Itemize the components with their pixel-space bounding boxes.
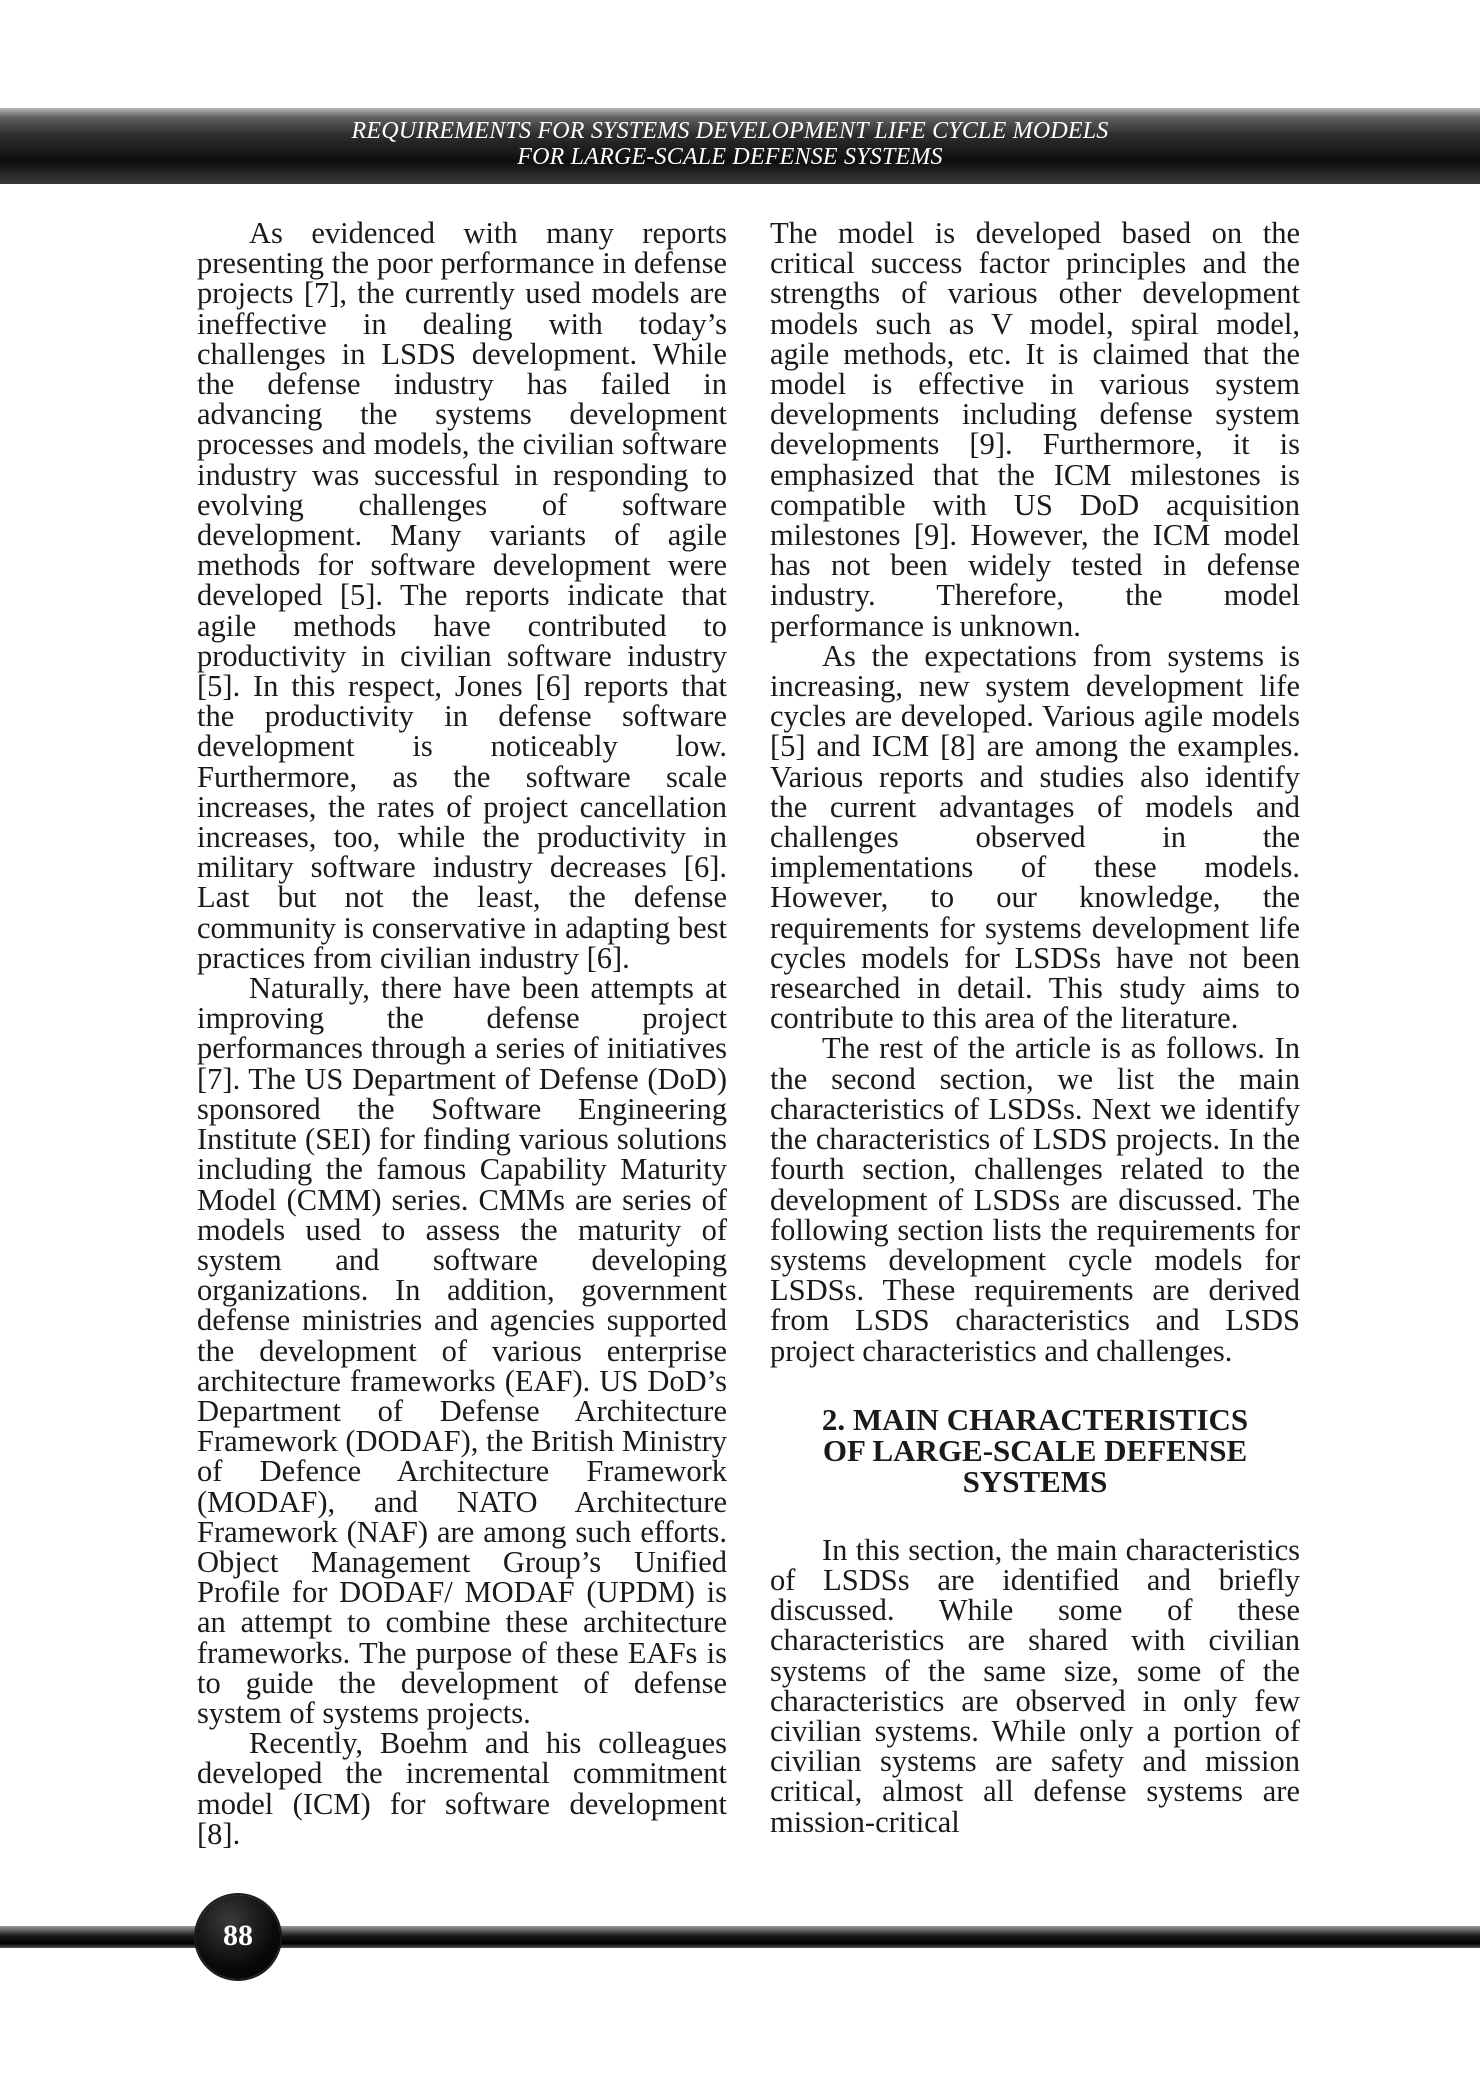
section-heading: [790, 1401, 1280, 1499]
body-paragraph: In this section, the main characteristics of LSDSs are identified and briefly discussed. While some of these characteristics are shared with civilian systems of the same size, some of the characteristics are observed in only few civilian systems. While only a portion of civilian systems are safety and mission critical, almost all defense systems are mission-critical: [770, 1532, 1300, 1839]
body-paragraph: As evidenced with many reports presenting the poor performance in defense projects [7], the currently used models are ineffective in dealing with today’s challenges in LSDS development. While the defense industry has failed in advancing the systems development processes and models, the civilian software industry was successful in responding to evolving challenges of software development. Many variants of agile methods for software development were developed [5]. The reports indicate that agile methods have contributed to productivity in civilian software industry [5]. In this respect, Jones [6] reports that the productivity in defense software development is noticeably low. Furthermore, as the software scale increases, the rates of project cancellation increases, too, while the productivity in military software industry decreases [6]. Last but not the least, the defense community is conservative in adapting best practices from civilian industry [6].: [197, 216, 727, 975]
running-header-line-2: FOR LARGE-SCALE DEFENSE SYSTEMS: [517, 144, 943, 170]
body-paragraph: The rest of the article is as follows. In the second section, we list the main characteristics of LSDSs. Next we identify the characteristics of LSDS projects. In the fourth section, challenges related to the development of LSDSs are discussed. The following section lists the requirements for systems development cycle models for LSDSs. These requirements are derived from LSDS characteristics and LSDS project characteristics and challenges.: [770, 1031, 1300, 1368]
section-heading-line-1: 2. MAIN CHARACTERISTICS: [821, 1401, 1249, 1437]
right-column: [770, 218, 1300, 1837]
running-header-line-1: REQUIREMENTS FOR SYSTEMS DEVELOPMENT LIFE CYCLE MODELS: [351, 118, 1109, 144]
section-heading-line-2: OF LARGE-SCALE DEFENSE: [822, 1432, 1248, 1468]
page-number: 88: [223, 1919, 253, 1952]
section-heading-line-3: SYSTEMS: [962, 1463, 1108, 1499]
body-paragraph: Naturally, there have been attempts at improving the defense project performances through a series of initiatives [7]. The US Department of Defense (DoD) sponsored the Software Engineering Institute (SEI) for finding various solutions including the famous Capability Maturity Model (CMM) series. CMMs are series of models used to assess the maturity of system and software developing organizations. In addition, government defense ministries and agencies supported the development of various enterprise architecture frameworks (EAF). US DoD’s Department of Defense Architecture Framework (DODAF), the British Ministry of Defence Architecture Framework (MODAF), and NATO Architecture Framework (NAF) are among such efforts. Object Management Group’s Unified Profile for DODAF/ MODAF (UPDM) is an attempt to combine these architecture frameworks. The purpose of these EAFs is to guide the development of defense system of systems projects.: [197, 971, 727, 1730]
running-header: [0, 118, 1460, 170]
body-paragraph: As the expectations from systems is increasing, new system development life cycles are developed. Various agile models [5] and ICM [8] are among the examples. Various reports and studies also identify the current advantages of models and challenges observed in the implementations of these models. However, to our knowledge, the requirements for systems development life cycles models for LSDSs have not been researched in detail. This study aims to contribute to this area of the literature.: [770, 638, 1300, 1036]
body-paragraph-continued: The model is developed based on the critical success factor principles and the strengths of various other development models such as V model, spiral model, agile methods, etc. It is claimed that the model is effective in various system developments including defense system developments [9]. Furthermore, it is emphasized that the ICM milestones is compatible with US DoD acquisition milestones [9]. However, the ICM model has not been widely tested in defense industry. Therefore, the model performance is unknown.: [770, 216, 1300, 643]
left-column: [197, 218, 727, 1849]
body-paragraph: Recently, Boehm and his colleagues developed the incremental commitment model (ICM) for software development [8].: [197, 1726, 727, 1851]
